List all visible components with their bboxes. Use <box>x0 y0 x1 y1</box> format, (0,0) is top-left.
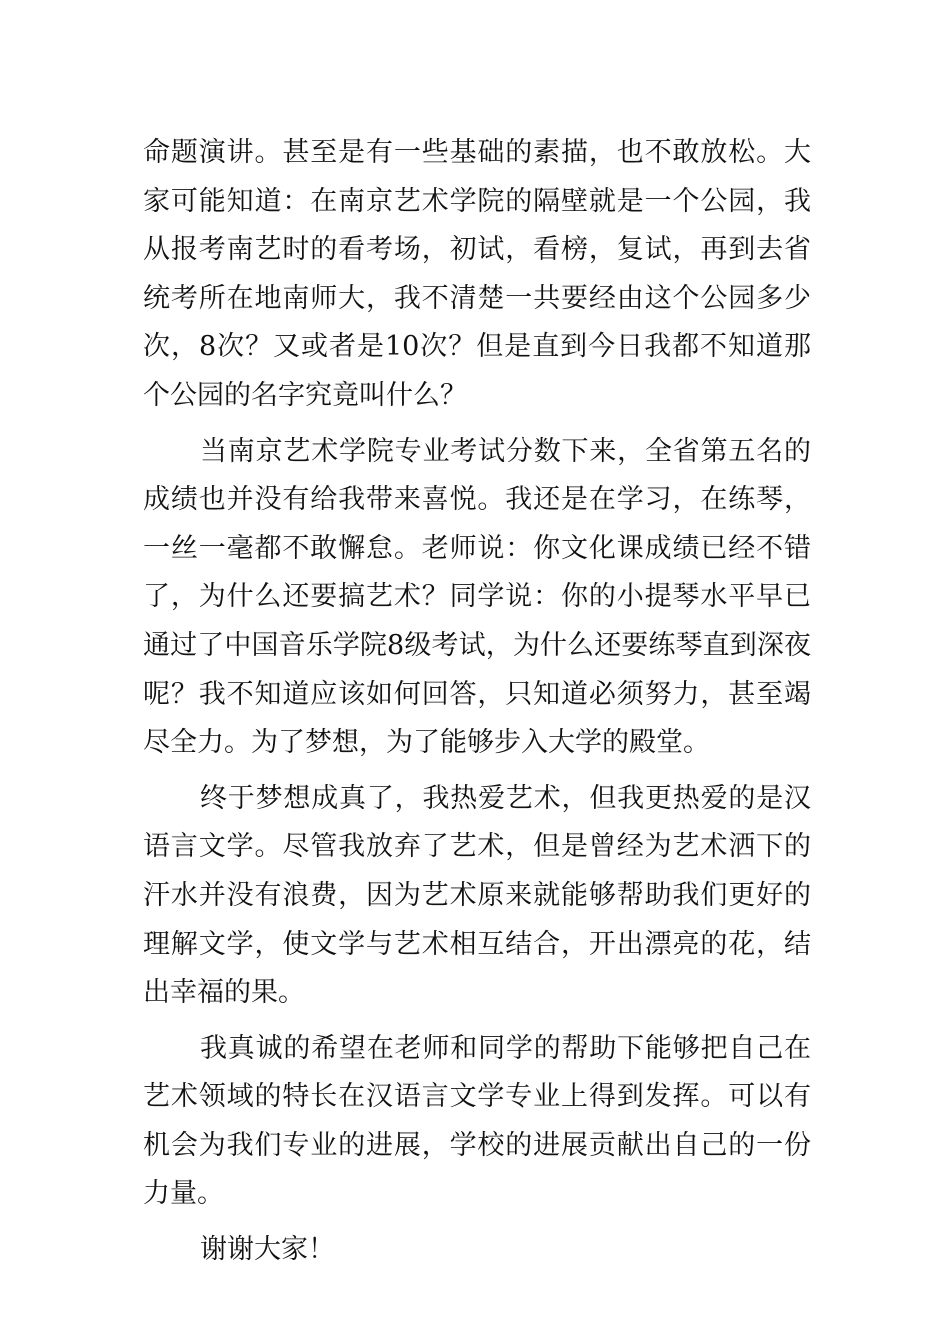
paragraph-4: 我真诚的希望在老师和同学的帮助下能够把自己在艺术领域的特长在汉语言文学专业上得到发挥。可以有机会为我们专业的进展，学校的进展贡献出自己的一份力量。 <box>143 1032 811 1210</box>
paragraph-1: 命题演讲。甚至是有一些基础的素描，也不敢放松。大家可能知道：在南京艺术学院的隔壁就是一个公园，我从报考南艺时的看考场，初试，看榜，复试，再到去省统考所在地南师大，我不清楚一共要经由这个公园多少次，8次？又或者是10次？但是直到今日我都不知道那个公园的名字究竟叫什么？ <box>143 137 811 411</box>
paragraph-2: 当南京艺术学院专业考试分数下来，全省第五名的成绩也并没有给我带来喜悦。我还是在学习，在练琴，一丝一毫都不敢懈怠。老师说：你文化课成绩已经不错了，为什么还要搞艺术？同学说：你的小提琴水平早已通过了中国音乐学院8级考试，为什么还要练琴直到深夜呢？我不知道应该如何回答，只知道必须努力，甚至竭尽全力。为了梦想，为了能够步入大学的殿堂。 <box>143 435 811 759</box>
closing-line: 谢谢大家！ <box>200 1234 335 1266</box>
document-body <box>143 129 811 1275</box>
paragraph-3: 终于梦想成真了，我热爱艺术，但我更热爱的是汉语言文学。尽管我放弃了艺术，但是曾经为艺术洒下的汗水并没有浪费，因为艺术原来就能够帮助我们更好的理解文学，使文学与艺术相互结合，开出漂亮的花，结出幸福的果。 <box>143 782 811 1009</box>
